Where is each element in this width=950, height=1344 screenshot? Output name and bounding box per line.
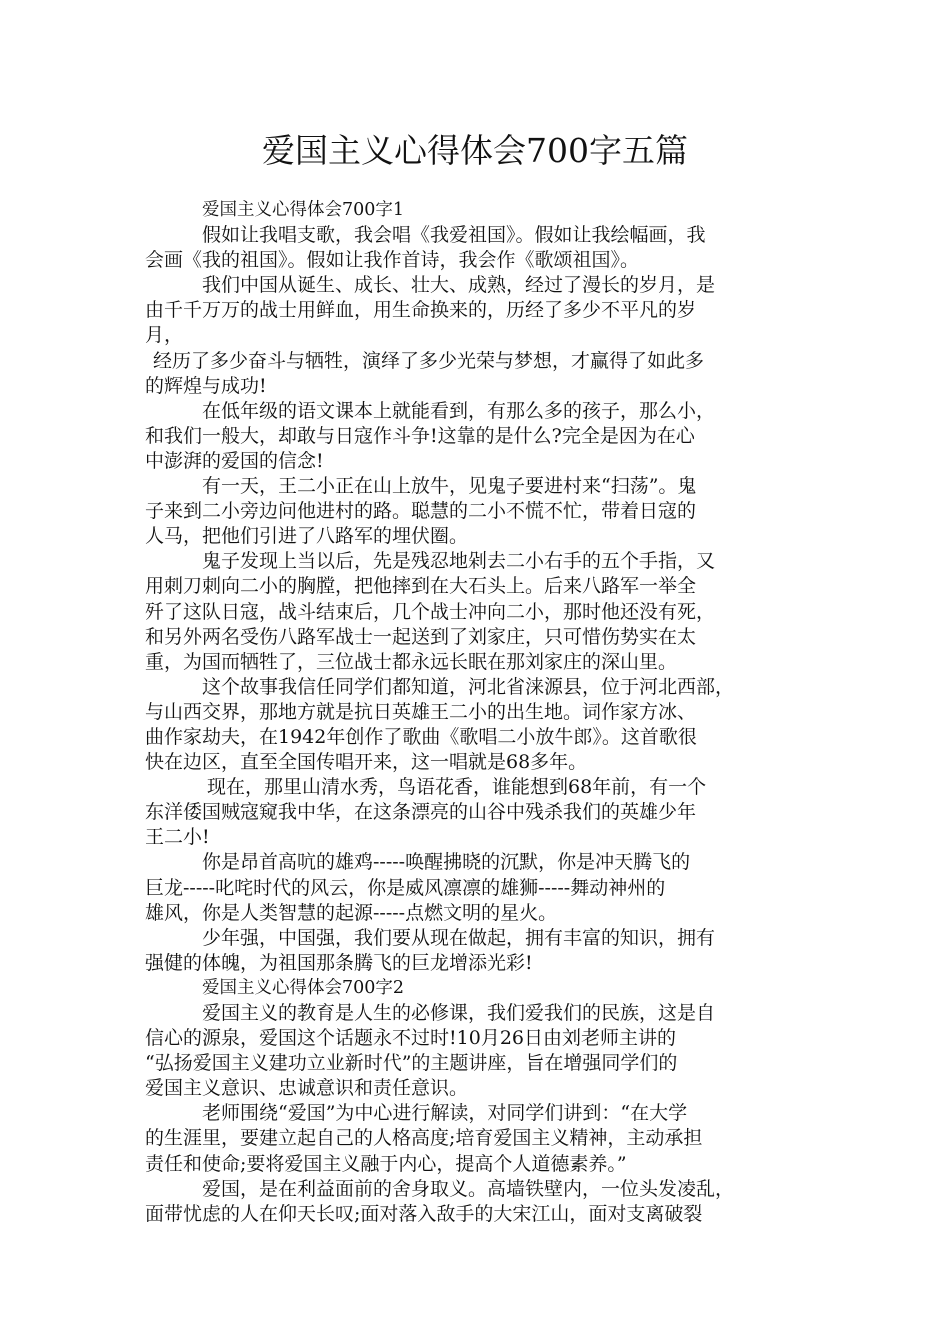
text-line: 月， [145, 324, 184, 347]
text-line: 现在，那里山清水秀，鸟语花香，谁能想到68年前，有一个 [207, 776, 707, 799]
text-line: 和我们一般大，却敢与日寇作斗争!这靠的是什么?完全是因为在心 [145, 424, 695, 447]
section-heading: 爱国主义心得体会700字2 [202, 977, 405, 998]
text-line: 有一天，王二小正在山上放牛，见鬼子要进村来“扫荡”。鬼 [202, 475, 697, 498]
text-line: 重，为国而牺牲了，三位战士都永远长眠在那刘家庄的深山里。 [145, 650, 678, 673]
text-line: 在低年级的语文课本上就能看到，有那么多的孩子，那么小， [202, 399, 716, 422]
text-line: 这个故事我信任同学们都知道，河北省涞源县，位于河北西部， [202, 675, 735, 698]
text-line: “弘扬爱国主义建功立业新时代”的主题讲座，旨在增强同学们的 [145, 1052, 678, 1075]
text-line: 鬼子发现上当以后，先是残忍地剁去二小右手的五个手指，又 [202, 550, 716, 573]
text-line: 责任和使命;要将爱国主义融于内心，提高个人道德素养。” [145, 1152, 627, 1175]
text-line: 王二小! [145, 826, 210, 849]
text-line: 的辉煌与成功! [145, 374, 267, 397]
text-line: 信心的源泉，爱国这个话题永不过时!10月26日由刘老师主讲的 [145, 1027, 676, 1050]
document-title: 爱国主义心得体会700字五篇 [262, 131, 688, 170]
text-line: 巨龙-----叱咤时代的风云，你是威风凛凛的雄狮-----舞动神州的 [145, 876, 666, 899]
text-line: 歼了这队日寇，战斗结束后，几个战士冲向二小，那时他还没有死， [145, 600, 716, 623]
text-line: 中澎湃的爱国的信念! [145, 449, 324, 472]
text-line: 你是昂首高吭的雄鸡-----唤醒拂晓的沉默，你是冲天腾飞的 [202, 851, 691, 874]
text-line: 会画《我的祖国》。假如让我作首诗，我会作《歌颂祖国》。 [145, 249, 640, 272]
text-line: 爱国，是在利益面前的舍身取义。高墙铁壁内，一位头发凌乱， [202, 1177, 735, 1200]
text-line: 和另外两名受伤八路军战士一起送到了刘家庄，只可惜伤势实在太 [145, 625, 697, 648]
text-line: 老师围绕“爱国”为中心进行解读，对同学们讲到：“在大学 [202, 1102, 688, 1125]
text-line: 经历了多少奋斗与牺牲，演绎了多少光荣与梦想，才赢得了如此多 [153, 349, 705, 372]
text-line: 人马，把他们引进了八路军的埋伏圈。 [145, 525, 469, 548]
text-line: 的生涯里，要建立起自己的人格高度;培育爱国主义精神，主动承担 [145, 1127, 703, 1150]
text-line: 曲作家劫夫，在1942年创作了歌曲《歌唱二小放牛郎》。这首歌很 [145, 725, 697, 748]
text-line: 我们中国从诞生、成长、壮大、成熟，经过了漫长的岁月，是 [202, 274, 716, 297]
text-line: 快在边区，直至全国传唱开来，这一唱就是68多年。 [145, 751, 588, 774]
text-line: 东洋倭国贼寇窥我中华，在这条漂亮的山谷中残杀我们的英雄少年 [145, 801, 697, 824]
document-body [145, 198, 807, 1227]
text-line: 雄风，你是人类智慧的起源-----点燃文明的星火。 [145, 901, 558, 924]
section-heading: 爱国主义心得体会700字1 [202, 200, 405, 220]
text-line: 爱国主义意识、忠诚意识和责任意识。 [145, 1077, 469, 1100]
text-line: 与山西交界，那地方就是抗日英雄王二小的出生地。词作家方冰、 [145, 700, 697, 723]
text-line: 假如让我唱支歌，我会唱《我爱祖国》。假如让我绘幅画，我 [202, 224, 706, 247]
text-line: 面带忧虑的人在仰天长叹;面对落入敌手的大宋江山，面对支离破裂 [145, 1202, 703, 1225]
text-line: 子来到二小旁边问他进村的路。聪慧的二小不慌不忙，带着日寇的 [145, 500, 697, 523]
text-line: 少年强，中国强，我们要从现在做起，拥有丰富的知识，拥有 [202, 926, 716, 949]
text-line: 由千千万万的战士用鲜血，用生命换来的，历经了多少不平凡的岁 [145, 299, 697, 322]
text-line: 爱国主义的教育是人生的必修课，我们爱我们的民族，这是自 [202, 1002, 716, 1024]
text-line: 用刺刀刺向二小的胸膛，把他摔到在大石头上。后来八路军一举全 [145, 575, 697, 598]
text-line: 强健的体魄，为祖国那条腾飞的巨龙增添光彩! [145, 951, 533, 974]
